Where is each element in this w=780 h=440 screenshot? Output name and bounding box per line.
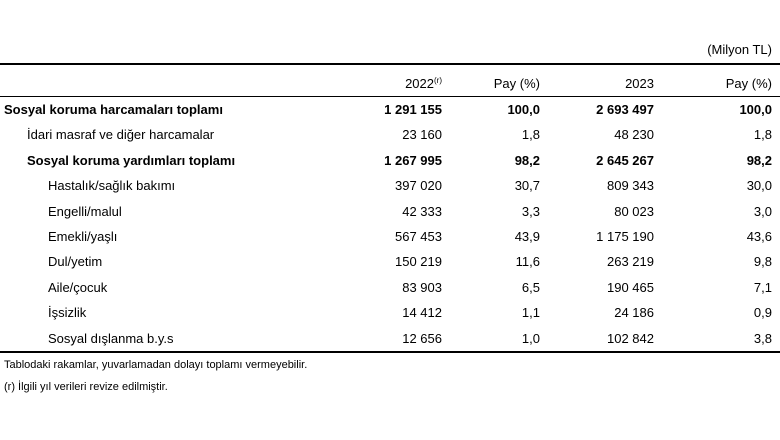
value-2023: 190 465 [607, 279, 654, 295]
share-2022: 11,6 [515, 254, 540, 270]
value-2022: 83 903 [402, 279, 442, 295]
value-2023: 2 645 267 [596, 152, 654, 168]
table-row [0, 174, 780, 199]
top-rule [0, 63, 780, 65]
share-2022: 30,7 [514, 178, 540, 194]
table-row [0, 149, 780, 174]
value-2023: 24 186 [614, 305, 654, 321]
share-2023: 1,8 [753, 127, 772, 143]
row-label: İdari masraf ve diğer harcamalar [27, 127, 215, 143]
table-row [0, 225, 780, 250]
revision-note: (r) İlgili yıl verileri revize edilmiştir. [4, 381, 168, 393]
share-2023: 3,8 [753, 330, 772, 346]
share-2022: 98,2 [514, 152, 540, 168]
table-row [0, 301, 780, 326]
share-2023: 7,1 [753, 279, 772, 295]
header-2023: 2023 [625, 76, 654, 91]
share-2022: 1,0 [521, 330, 540, 346]
value-2022: 14 412 [402, 305, 442, 321]
row-label: Dul/yetim [48, 254, 103, 270]
header-rule [0, 96, 780, 97]
header-2022-label: 2022 [405, 76, 434, 91]
table-header [0, 76, 780, 94]
value-2023: 102 842 [607, 330, 654, 346]
share-2023: 3,0 [753, 203, 772, 219]
value-2022: 23 160 [402, 127, 442, 143]
value-2022: 150 219 [395, 254, 442, 270]
row-label: Sosyal dışlanma b.y.s [48, 330, 174, 346]
header-pay-2023: Pay (%) [725, 76, 772, 91]
table-body [0, 98, 780, 352]
header-2022 [405, 76, 442, 91]
value-2023: 2 693 497 [596, 102, 654, 117]
header-pay-2022: Pay (%) [493, 76, 540, 91]
share-2023: 98,2 [746, 152, 772, 168]
value-2022: 567 453 [395, 228, 442, 244]
row-label: Hastalık/sağlık bakımı [48, 178, 176, 194]
revised-marker: (r) [434, 76, 442, 85]
row-label: Aile/çocuk [48, 279, 108, 295]
unit-label: (Milyon TL) [707, 42, 772, 57]
value-2023: 48 230 [614, 127, 654, 143]
table-row [0, 123, 780, 148]
value-2023: 80 023 [614, 203, 654, 219]
value-2022: 1 291 155 [384, 102, 442, 117]
share-2022: 1,8 [521, 127, 540, 143]
share-2022: 1,1 [521, 305, 540, 321]
share-2023: 43,6 [746, 228, 772, 244]
table-row [0, 327, 780, 352]
share-2023: 9,8 [753, 254, 772, 270]
row-label: Sosyal koruma yardımları toplamı [27, 152, 236, 168]
value-2022: 12 656 [402, 330, 442, 346]
share-2023: 30,0 [746, 178, 772, 194]
value-2022: 397 020 [395, 178, 442, 194]
value-2022: 1 267 995 [384, 152, 442, 168]
share-2023: 0,9 [753, 305, 772, 321]
share-2023: 100,0 [739, 102, 772, 117]
table-row [0, 276, 780, 301]
row-label: Sosyal koruma harcamaları toplamı [4, 102, 223, 117]
value-2023: 1 175 190 [596, 228, 654, 244]
row-label: Emekli/yaşlı [48, 228, 118, 244]
share-2022: 43,9 [514, 228, 540, 244]
table-row [0, 250, 780, 275]
value-2022: 42 333 [402, 203, 442, 219]
table-row [0, 98, 780, 123]
value-2023: 809 343 [607, 178, 654, 194]
row-label: Engelli/malul [48, 203, 122, 219]
table-row [0, 200, 780, 225]
share-2022: 3,3 [521, 203, 540, 219]
row-label: İşsizlik [48, 305, 87, 321]
share-2022: 100,0 [507, 102, 540, 117]
share-2022: 6,5 [521, 279, 540, 295]
bottom-rule [0, 351, 780, 353]
rounding-note: Tablodaki rakamlar, yuvarlamadan dolayı toplamı vermeyebilir. [4, 359, 308, 371]
value-2023: 263 219 [607, 254, 654, 270]
